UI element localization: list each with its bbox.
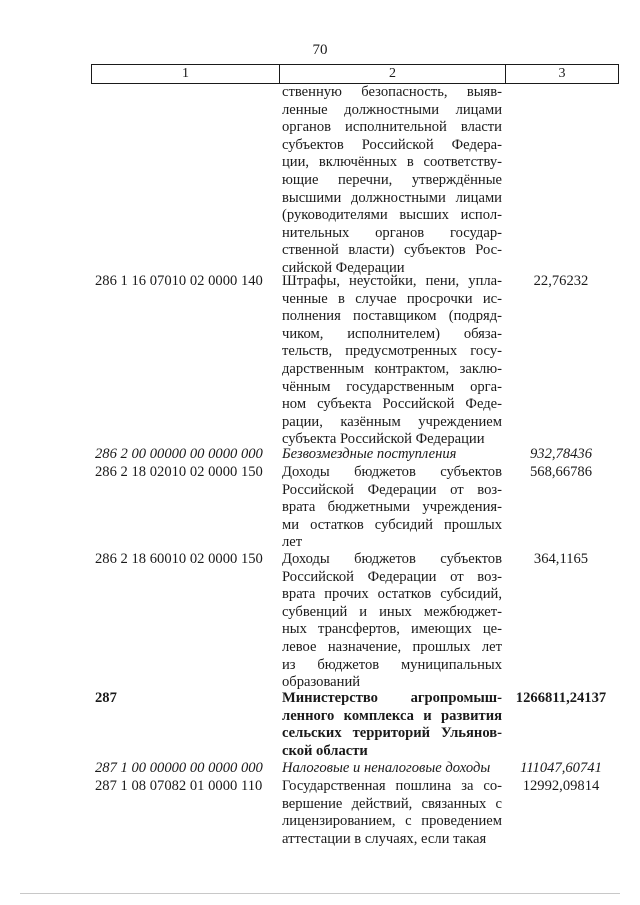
table-header [91,64,619,84]
row-name-line: ственной власти) субъектов Рос- [282,242,502,259]
row-name-line: ющие перечни, утверждённые [282,171,502,188]
row-name-line: высшими должностными лицами [282,189,502,206]
row-name-line: дарственным контрактом, заклю- [282,360,502,377]
row-name-line: Министерство агропромыш- [282,690,502,706]
row-name-line: лет [282,534,303,551]
row-amount: 111047,60741 [520,760,602,776]
page-number: 70 [312,42,328,58]
row-name-line: врата прочих остатков субсидий, [282,586,502,603]
row-name-line: сийской Федерации [282,259,405,276]
row-name-line: субъектов Российской Федера- [282,136,502,153]
row-name-line: тельств, предусмотренных госу- [282,343,502,360]
row-name-line: ных трансфертов, имеющих це- [282,621,502,638]
row-name-line: субъекта Российской Федерации [282,431,485,448]
row-name-line: ственную безопасность, выяв- [282,84,502,100]
row-name-line: чённым государственным орга- [282,378,502,395]
row-name-line: лицензированием, с проведением [282,813,502,830]
row-code: 286 2 00 00000 00 0000 000 [95,446,263,462]
row-name-line: аттестации в случаях, если такая [282,830,487,847]
row-name-line: органов исполнительной власти [282,119,502,136]
header-col-1: 1 [92,65,280,83]
row-amount: 1266811,24137 [515,690,607,706]
row-name-line: ми остатков субсидий прошлых [282,516,502,533]
row-name-line: вершение действий, связанных с [282,795,502,812]
row-code: 286 2 18 60010 02 0000 150 [95,551,263,567]
row-name-line: Штрафы, неустойки, пени, упла- [282,273,502,289]
row-name-line: ленные должностными лицами [282,101,502,118]
row-name [282,446,502,464]
row-code: 287 1 08 07082 01 0000 110 [95,778,263,794]
row-name-line: Безвозмездные поступления [282,446,457,462]
row-code: 286 2 18 02010 02 0000 150 [95,464,263,480]
row-name-line: рации, казённым учреждением [282,413,502,430]
row-name-line: Государственная пошлина за со- [282,778,502,794]
row-name-line: ченные в случае просрочки ис- [282,290,502,307]
row-name [282,551,502,692]
row-name-line: субвенций и иных межбюджет- [282,603,502,620]
row-code: 287 1 00 00000 00 0000 000 [95,760,263,776]
row-name-line: нительных органов государ- [282,224,502,241]
row-name [282,760,502,778]
row-name-line: ской области [282,742,368,759]
scan-artifact-line [20,893,620,894]
row-name-line: (руководителями высших испол- [282,207,502,224]
row-name [282,273,502,449]
row-amount: 932,78436 [529,446,593,462]
row-name-line: сельских территорий Ульянов- [282,725,502,742]
row-amount: 364,1165 [533,551,589,567]
row-code: 286 1 16 07010 02 0000 140 [95,273,263,289]
row-name-line: из бюджетов муниципальных [282,656,502,673]
row-name-line: ном субъекта Российской Феде- [282,396,502,413]
row-name-line: Доходы бюджетов субъектов [282,464,502,480]
row-name-line: врата бюджетными учреждения- [282,499,502,516]
row-name-line: Российской Федерации от воз- [282,481,502,498]
row-name [282,778,502,848]
row-name [282,84,502,278]
row-name-line: Налоговые и неналоговые доходы [282,760,491,776]
row-name-line: образований [282,674,361,691]
row-amount: 22,76232 [533,273,589,289]
row-amount: 12992,09814 [522,778,600,794]
row-amount: 568,66786 [529,464,593,480]
row-name-line: ленного комплекса и развития [282,707,502,724]
header-col-2: 2 [280,65,506,83]
row-name-line: левое назначение, прошлых лет [282,638,502,655]
row-name-line: Доходы бюджетов субъектов [282,551,502,567]
row-name-line: полнения поставщиком (подряд- [282,308,502,325]
row-name-line: Российской Федерации от воз- [282,568,502,585]
row-name-line: ции, включённых в соответству- [282,154,502,171]
row-name [282,690,502,760]
row-name-line: чиком, исполнителем) обяза- [282,325,502,342]
row-name [282,464,502,552]
header-col-3: 3 [558,66,566,81]
row-code: 287 [95,690,117,706]
